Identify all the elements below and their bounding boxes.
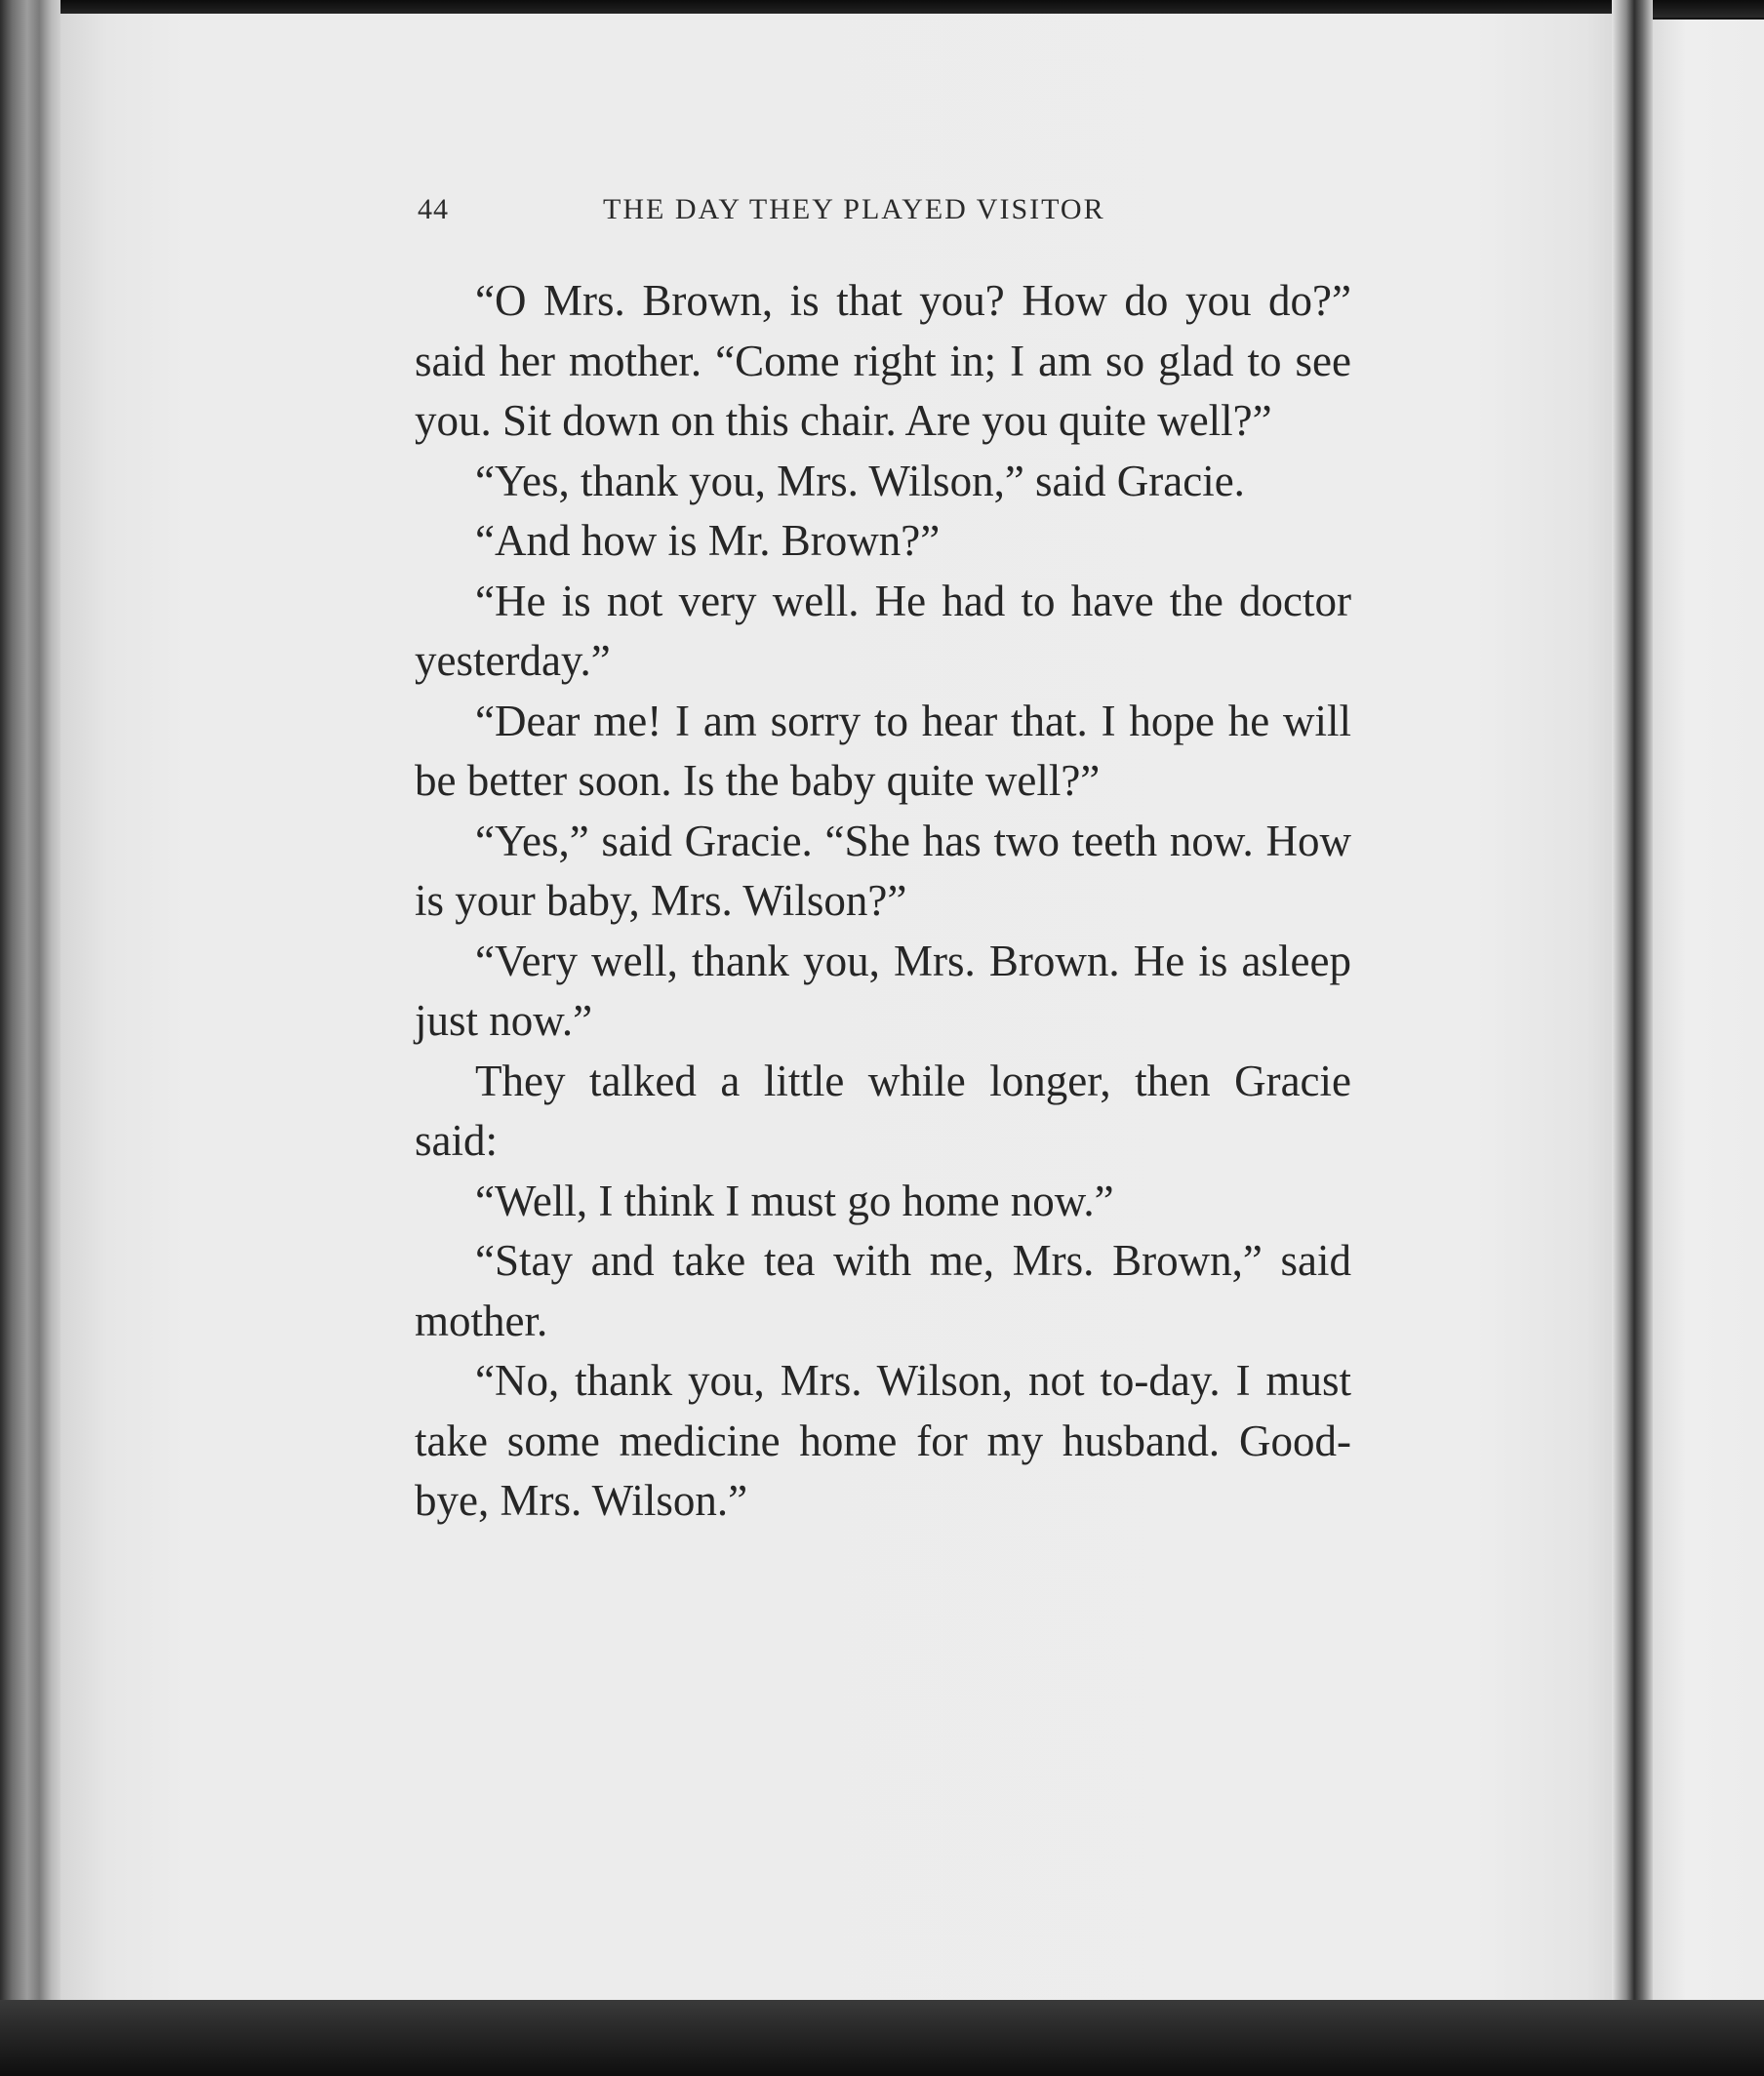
page-number: 44 bbox=[418, 193, 449, 225]
paragraph: “He is not very well. He had to have the doctor yesterday.” bbox=[415, 576, 1351, 685]
paragraph: “Stay and take tea with me, Mrs. Brown,” said mother. bbox=[415, 1236, 1351, 1345]
paragraph: “No, thank you, Mrs. Wilson, not to-day. I must take some medicine home for my husband. Good-bye, Mrs. Wilson.” bbox=[415, 1356, 1351, 1525]
page-header bbox=[418, 193, 1356, 236]
book-bottom-edge bbox=[0, 2000, 1764, 2076]
paragraph: “Dear me! I am sorry to hear that. I hope he will be better soon. Is the baby quite well?” bbox=[415, 696, 1351, 805]
paragraph: “Yes, thank you, Mrs. Wilson,” said Gracie. bbox=[475, 456, 1245, 505]
body-text bbox=[415, 271, 1351, 1532]
paragraph: “Well, I think I must go home now.” bbox=[475, 1176, 1114, 1225]
book-binding-edge bbox=[0, 0, 60, 2076]
paragraph: They talked a little while longer, then Gracie said: bbox=[415, 1056, 1351, 1165]
facing-page-edge bbox=[1653, 20, 1764, 2010]
running-head: THE DAY THEY PLAYED VISITOR bbox=[603, 193, 1105, 225]
paragraph: “Very well, thank you, Mrs. Brown. He is asleep just now.” bbox=[415, 936, 1351, 1045]
paragraph: “And how is Mr. Brown?” bbox=[475, 516, 941, 565]
page-gutter bbox=[1612, 0, 1653, 2010]
paragraph: “O Mrs. Brown, is that you? How do you do?” said her mother. “Come right in; I am so glad to see you. Sit down on this chair. Are you quite well?” bbox=[415, 276, 1351, 445]
paragraph: “Yes,” said Gracie. “She has two teeth now. How is your baby, Mrs. Wilson?” bbox=[415, 816, 1351, 925]
